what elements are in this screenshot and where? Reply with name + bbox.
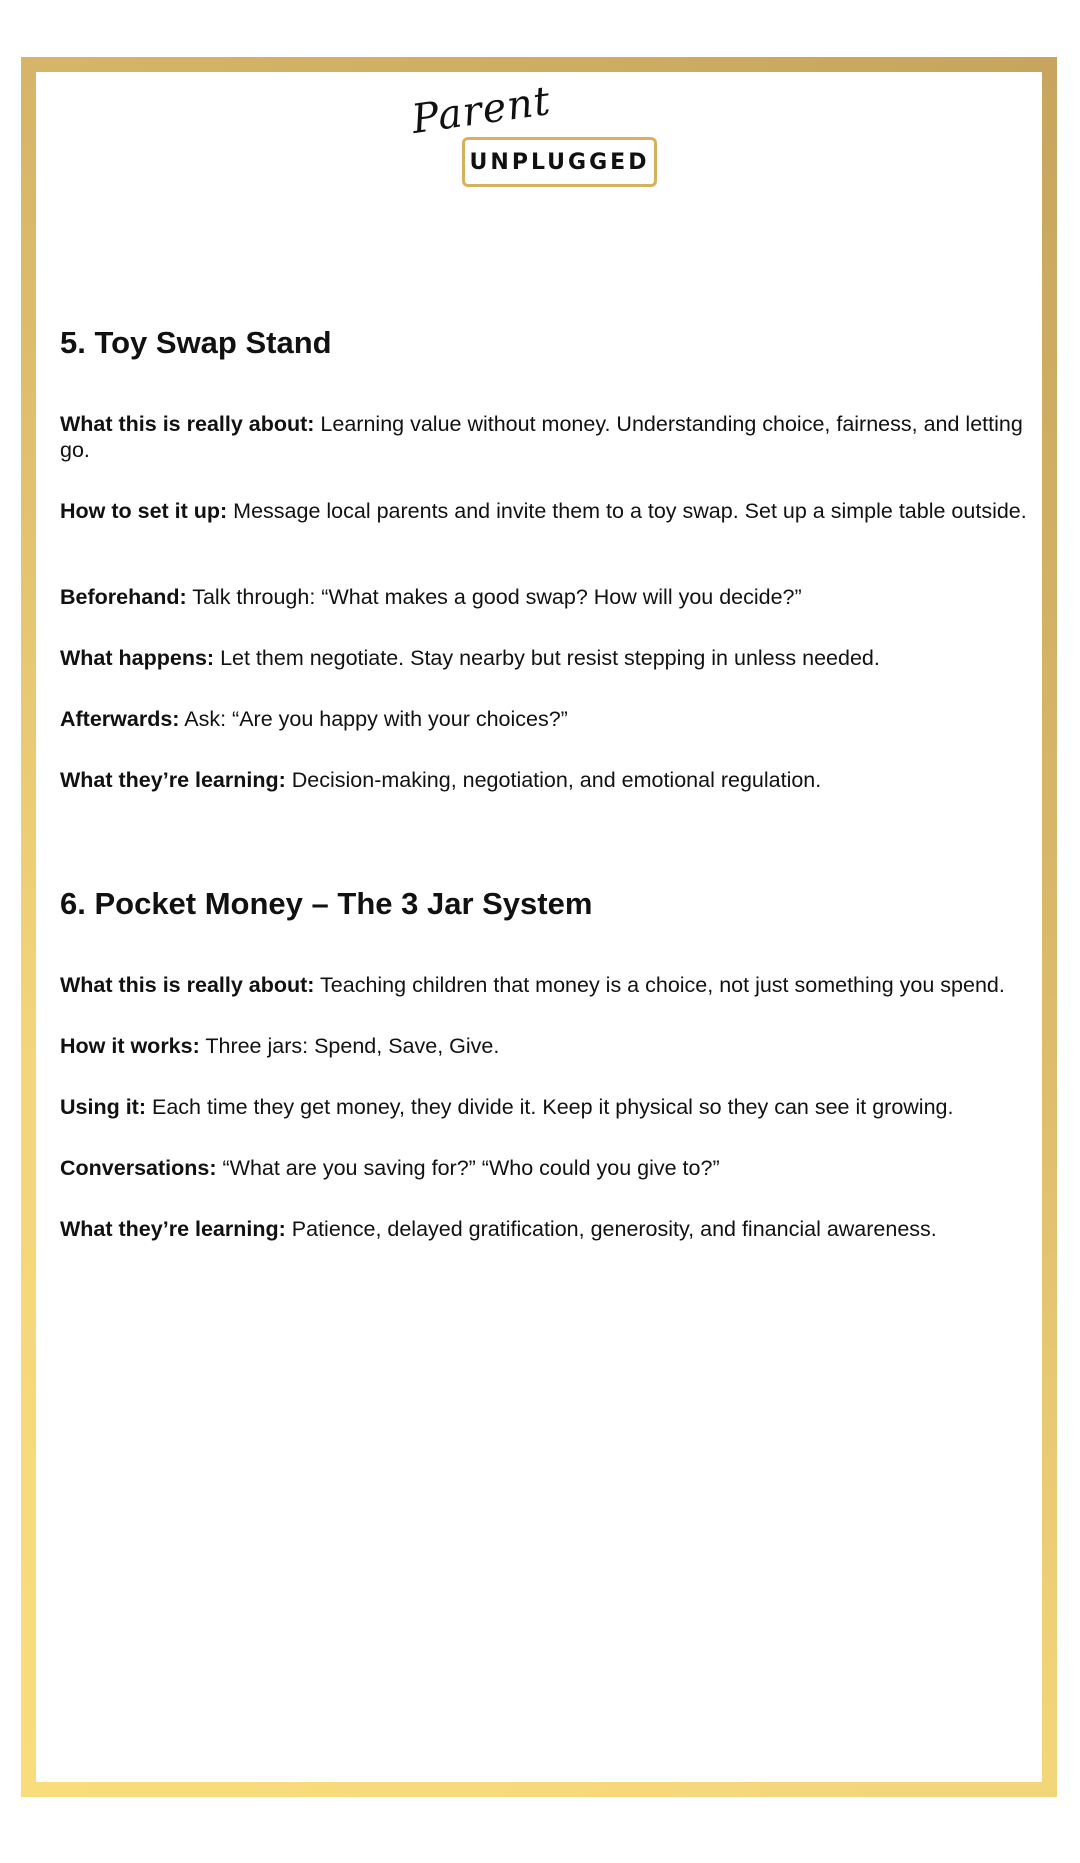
item-label: What this is really about: [60, 973, 315, 997]
item-text: Ask: “Are you happy with your choices?” [179, 707, 568, 731]
item-label: What they’re learning: [60, 768, 286, 792]
section-item [60, 411, 1035, 463]
item-label: What they’re learning: [60, 1217, 286, 1241]
item-label: How it works: [60, 1034, 200, 1058]
item-label: How to set it up: [60, 499, 228, 523]
item-text: Each time they get money, they divide it. Keep it physical so they can see it growing. [146, 1095, 954, 1119]
item-text: Teaching children that money is a choice, not just something you spend. [314, 973, 1005, 997]
item-text: Talk through: “What makes a good swap? How will you decide?” [186, 585, 802, 609]
item-text: Patience, delayed gratification, generosity, and financial awareness. [285, 1217, 937, 1241]
item-text: Let them negotiate. Stay nearby but resist stepping in unless needed. [214, 646, 880, 670]
section-item [60, 584, 1035, 610]
section-item [60, 706, 1035, 732]
section-item [60, 1094, 1035, 1120]
section-item [60, 645, 1035, 671]
item-label: Afterwards: [60, 707, 180, 731]
item-text: “What are you saving for?” “Who could you give to?” [216, 1156, 720, 1180]
section-item [60, 498, 1035, 524]
item-label: What this is really about: [60, 412, 315, 436]
section-title: 5. Toy Swap Stand [60, 325, 332, 360]
logo-script-text: Parent [409, 77, 554, 143]
section-item [60, 972, 1035, 998]
item-label: Using it: [60, 1095, 146, 1119]
item-text: Message local parents and invite them to a toy swap. Set up a simple table outside. [227, 499, 1027, 523]
section-title: 6. Pocket Money – The 3 Jar System [60, 886, 593, 921]
section-item [60, 1155, 1035, 1181]
item-text: Three jars: Spend, Save, Give. [199, 1034, 500, 1058]
item-text: Learning value without money. Understanding choice, fairness, and letting go. [60, 412, 1023, 462]
logo-box-text: UNPLUGGED [469, 149, 650, 175]
parent-unplugged-logo [409, 77, 665, 196]
item-label: Beforehand: [60, 585, 187, 609]
section-item [60, 1033, 1035, 1059]
logo-box [462, 137, 657, 187]
gold-page-border [21, 57, 1057, 1797]
item-text: Decision-making, negotiation, and emotional regulation. [285, 768, 822, 792]
item-label: What happens: [60, 646, 215, 670]
item-label: Conversations: [60, 1156, 217, 1180]
section-item [60, 1216, 1035, 1242]
section-item [60, 767, 1035, 793]
